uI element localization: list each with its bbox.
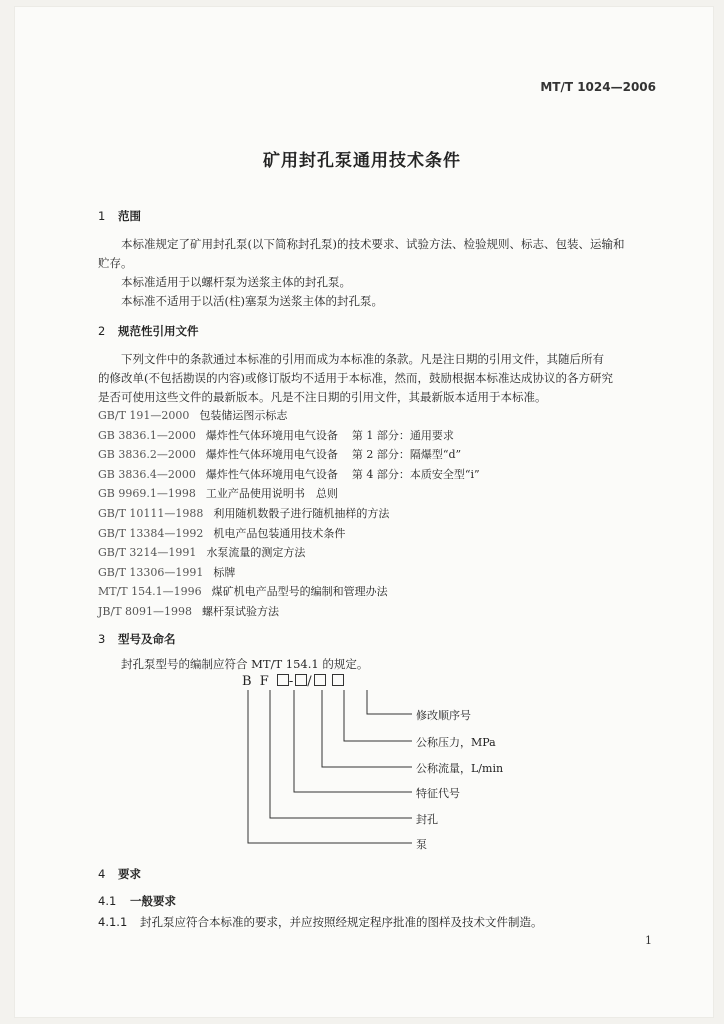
clause-4-1-1-text: 封孔泵应符合本标准的要求，并应按照经规定程序批准的图样及技术文件制造。 (140, 915, 543, 929)
reference-title: 工业产品使用说明书 总则 (205, 487, 338, 501)
section-4-heading (98, 866, 141, 882)
formula-letter-b: B (242, 674, 254, 689)
document-title: 矿用封孔泵通用技术条件 (263, 151, 461, 171)
label-pressure: 公称压力，MPa (416, 736, 496, 749)
reference-title: 爆炸性气体环境用电气设备 (205, 428, 338, 442)
line-sealing (270, 690, 412, 818)
subsection-4-1-title: 一般要求 (130, 894, 176, 908)
section-2-intro-line-1: 下列文件中的条款通过本标准的引用而成为本标准的条款。凡是注日期的引用文件，其随后所有 (121, 352, 604, 366)
formula-dash: - (288, 674, 296, 689)
reference-part: 第 4 部分：本质安全型“i” (351, 467, 480, 481)
section-1-para-1a: 本标准规定了矿用封孔泵(以下简称封孔泵)的技术要求、试验方法、检验规则、标志、包装、运输和 (121, 237, 625, 251)
reference-code: MT/T 154.1—1996 (98, 585, 202, 599)
line-pressure (344, 690, 412, 741)
reference-code: GB/T 13306—1991 (98, 565, 204, 579)
label-sealing: 封孔 (416, 813, 438, 826)
reference-title: 爆炸性气体环境用电气设备 (205, 448, 338, 462)
section-2-intro-line-2: 的修改单(不包括勘误的内容)或修订版均不适用于本标准，然而，鼓励根据本标准达成协议的各方研究 (98, 371, 613, 385)
section-1-para-2: 本标准适用于以螺杆泵为送浆主体的封孔泵。 (121, 275, 351, 289)
formula-slash: / (307, 674, 314, 689)
reference-title: 螺杆泵试验方法 (202, 605, 280, 618)
section-1-title: 范围 (118, 209, 141, 223)
reference-code: GB/T 10111—1988 (98, 507, 204, 520)
reference-part: 第 1 部分：通用要求 (351, 428, 454, 442)
reference-title: 水泵流量的测定方法 (206, 546, 306, 560)
section-3-number: 3 (98, 632, 106, 646)
reference-title: 标牌 (213, 565, 236, 579)
label-feature: 特征代号 (416, 787, 460, 800)
page-number: 1 (645, 934, 652, 947)
label-revision: 修改顺序号 (416, 709, 471, 722)
subsection-4-1-number: 4.1 (98, 894, 117, 908)
section-3-intro: 封孔泵型号的编制应符合 MT/T 154.1 的规定。 (121, 657, 369, 671)
section-4-number: 4 (98, 867, 106, 881)
reference-title: 包装储运图示标志 (199, 409, 288, 422)
section-4-title: 要求 (118, 867, 141, 881)
reference-code: GB 3836.1—2000 (98, 428, 196, 442)
clause-4-1-1-number: 4.1.1 (98, 915, 128, 929)
formula-letter-f: F (259, 674, 271, 689)
reference-part: 第 2 部分：隔爆型“d” (351, 448, 462, 462)
reference-code: GB 9969.1—1998 (98, 487, 196, 501)
reference-code: GB/T 3214—1991 (98, 546, 197, 560)
section-2-number: 2 (98, 324, 106, 338)
section-1-para-3: 本标准不适用于以活(柱)塞泵为送浆主体的封孔泵。 (121, 294, 383, 308)
reference-code: GB/T 13384—1992 (98, 526, 204, 540)
section-1-number: 1 (98, 209, 106, 223)
subsection-4-1-heading (98, 893, 176, 909)
clause-4-1-1 (98, 914, 543, 930)
reference-code: GB 3836.2—2000 (98, 448, 196, 462)
reference-title: 利用随机数骰子进行随机抽样的方法 (213, 507, 390, 520)
section-2-intro-line-3: 是否可使用这些文件的最新版本。凡是不注日期的引用文件，其最新版本适用于本标准。 (98, 390, 547, 404)
reference-code: GB 3836.4—2000 (98, 467, 196, 481)
reference-title: 煤矿机电产品型号的编制和管理办法 (211, 585, 388, 599)
section-1-para-1b: 贮存。 (98, 256, 133, 270)
reference-code: GB/T 191—2000 (98, 409, 190, 422)
label-flow: 公称流量，L/min (416, 762, 504, 775)
label-pump: 泵 (416, 838, 427, 851)
reference-title: 爆炸性气体环境用电气设备 (205, 467, 338, 481)
line-revision (367, 690, 412, 714)
section-3-title: 型号及命名 (118, 632, 176, 646)
reference-title: 机电产品包装通用技术条件 (213, 526, 346, 540)
section-2-title: 规范性引用文件 (118, 324, 199, 338)
standard-code: MT/T 1024—2006 (540, 80, 656, 94)
reference-code: JB/T 8091—1998 (98, 605, 193, 618)
